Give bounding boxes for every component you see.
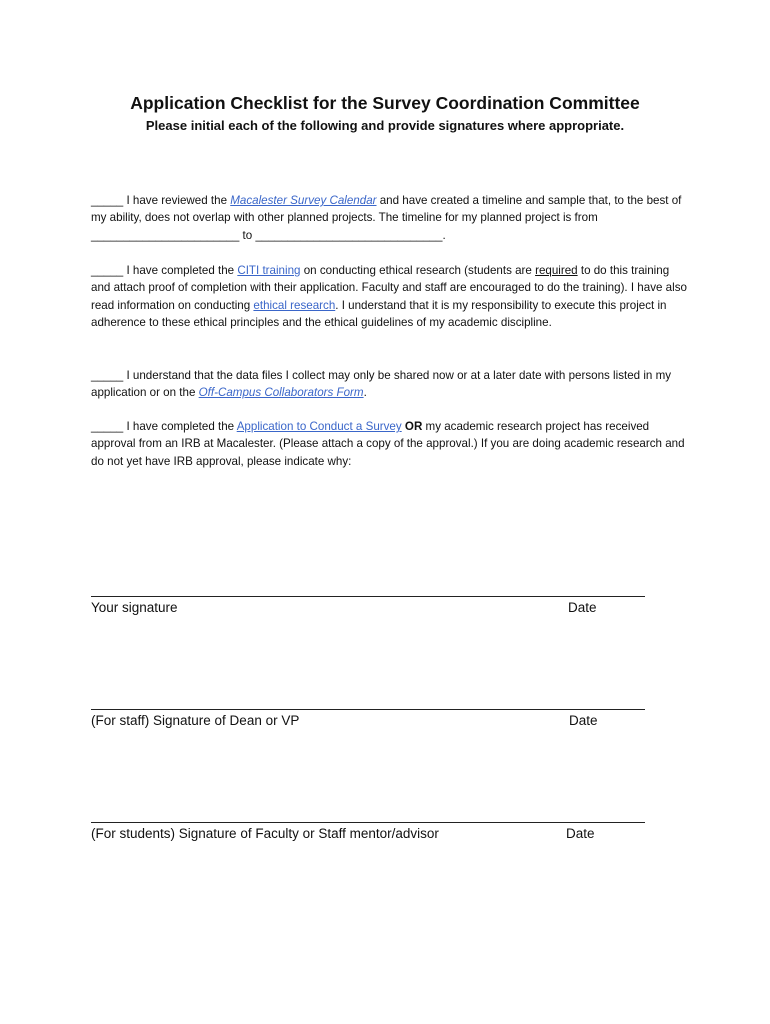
item-text: and have created a timeline and sample that, to the best of my ability, does not overlap with other planned projects. The timeline for my planned project is from	[91, 194, 682, 225]
dean-signature-date-label: Date	[569, 713, 598, 728]
ethical-research-link[interactable]: ethical research	[253, 298, 336, 312]
mentor-signature-label: (For students) Signature of Faculty or Staff mentor/advisor	[91, 826, 439, 841]
your-signature-line[interactable]	[91, 596, 645, 597]
timeline-from-field[interactable]: _______________________	[91, 228, 240, 242]
checklist-item-citi	[91, 262, 691, 332]
timeline-to-field[interactable]: _____________________________	[255, 228, 443, 242]
item-text: I understand that the data files I collect may only be shared now or at a later date with persons listed in my application or on the	[91, 369, 672, 400]
item-text: on conducting ethical research (students are	[300, 264, 536, 277]
citi-training-link[interactable]: CITI training	[237, 264, 301, 277]
item-text: my academic research project has received approval from an IRB at Macalester. (Please attach a copy of the approval.) If you are doing academic research and do not yet have IRB approval, please indicate why:	[91, 420, 685, 468]
initial-blank: _____	[91, 194, 124, 207]
mentor-signature-line[interactable]	[91, 822, 645, 823]
initial-blank: _____	[91, 420, 124, 433]
dean-signature-line[interactable]	[91, 709, 645, 710]
item-text: I have completed the	[123, 420, 237, 433]
initial-blank: _____	[91, 369, 124, 382]
item-text: I have completed the	[123, 264, 238, 277]
item-text: to	[239, 228, 256, 242]
your-signature-date-label: Date	[568, 600, 597, 615]
or-emphasis: OR	[404, 420, 423, 433]
document-title: Application Checklist for the Survey Coordination Committee	[130, 93, 640, 113]
application-to-conduct-survey-link[interactable]: Application to Conduct a Survey	[236, 420, 402, 433]
item-text: .	[442, 228, 446, 242]
dean-signature-label: (For staff) Signature of Dean or VP	[91, 713, 300, 728]
item-text: .	[363, 386, 367, 400]
document-subtitle: Please initial each of the following and provide signatures where appropriate.	[145, 118, 625, 133]
off-campus-collaborators-form-link[interactable]: Off-Campus Collaborators Form	[198, 386, 364, 400]
item-text: to do this training and attach proof of completion with their application. Faculty and staff are encouraged to do the training). I have also read information on conducting	[91, 264, 687, 312]
initial-blank: _____	[91, 264, 124, 277]
macalester-survey-calendar-link[interactable]: Macalester Survey Calendar	[230, 194, 377, 207]
mentor-signature-date-label: Date	[566, 826, 595, 841]
item-text: I have reviewed the	[123, 194, 231, 207]
checklist-item-calendar	[91, 192, 691, 244]
item-text: . I understand that it is my responsibility to execute this project in adherence to these ethical principles and the ethical guidelines of my academic discipline.	[91, 298, 667, 330]
checklist-item-application	[91, 418, 691, 470]
required-emphasis: required	[535, 264, 578, 277]
checklist-item-data-sharing	[91, 367, 691, 402]
your-signature-label: Your signature	[91, 600, 178, 615]
